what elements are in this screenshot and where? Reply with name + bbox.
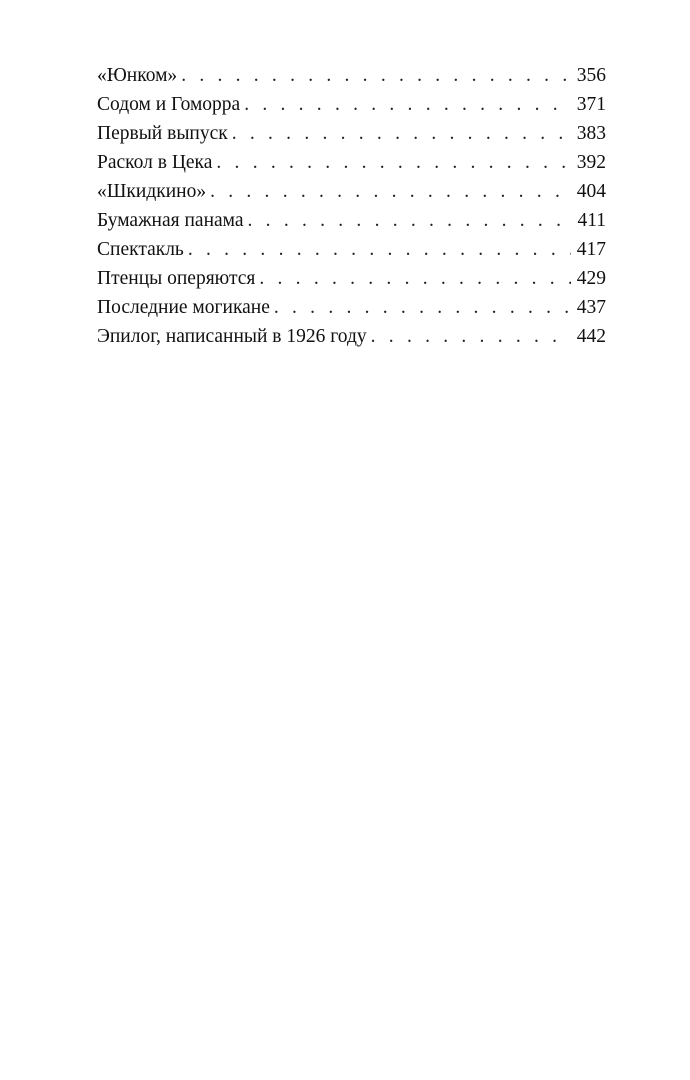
toc-entry — [97, 119, 606, 148]
toc-entry-page: 383 — [576, 123, 606, 144]
toc-dot-leader — [181, 61, 571, 90]
toc-dot-leader — [210, 177, 571, 206]
toc-entry-page: 404 — [576, 181, 606, 202]
toc-entry-title: Эпилог, написанный в 1926 году — [97, 326, 367, 347]
toc-entry-page: 417 — [576, 239, 606, 260]
table-of-contents — [97, 61, 606, 351]
toc-entry-title: Первый выпуск — [97, 123, 228, 144]
toc-entry-title: Спектакль — [97, 239, 184, 260]
toc-entry-page: 411 — [577, 210, 606, 231]
toc-entry — [97, 148, 606, 177]
toc-entry — [97, 90, 606, 119]
toc-entry-title: «Шкидкино» — [97, 181, 207, 202]
toc-entry-page: 429 — [576, 268, 606, 289]
toc-entry — [97, 206, 606, 235]
toc-entry-page: 356 — [576, 65, 606, 86]
toc-entry — [97, 322, 606, 351]
toc-dot-leader — [244, 90, 571, 119]
toc-dot-leader — [371, 322, 571, 351]
toc-dot-leader — [216, 148, 570, 177]
toc-entry-title: Бумажная панама — [97, 210, 244, 231]
toc-entry-page: 371 — [576, 94, 606, 115]
toc-entry — [97, 264, 606, 293]
toc-dot-leader — [274, 293, 571, 322]
toc-entry-page: 442 — [576, 326, 606, 347]
toc-entry-page: 392 — [576, 152, 606, 173]
toc-entry — [97, 235, 606, 264]
toc-entry-title: «Юнком» — [97, 65, 178, 86]
toc-dot-leader — [259, 264, 570, 293]
toc-entry-title: Содом и Гоморра — [97, 94, 241, 115]
toc-entry-page: 437 — [576, 297, 606, 318]
toc-entry-title: Раскол в Цека — [97, 152, 213, 173]
toc-dot-leader — [248, 206, 572, 235]
toc-entry — [97, 177, 606, 206]
toc-dot-leader — [232, 119, 571, 148]
toc-entry-title: Птенцы оперяются — [97, 268, 256, 289]
toc-entry — [97, 293, 606, 322]
toc-entry — [97, 61, 606, 90]
toc-entry-title: Последние могикане — [97, 297, 270, 318]
toc-dot-leader — [188, 235, 571, 264]
